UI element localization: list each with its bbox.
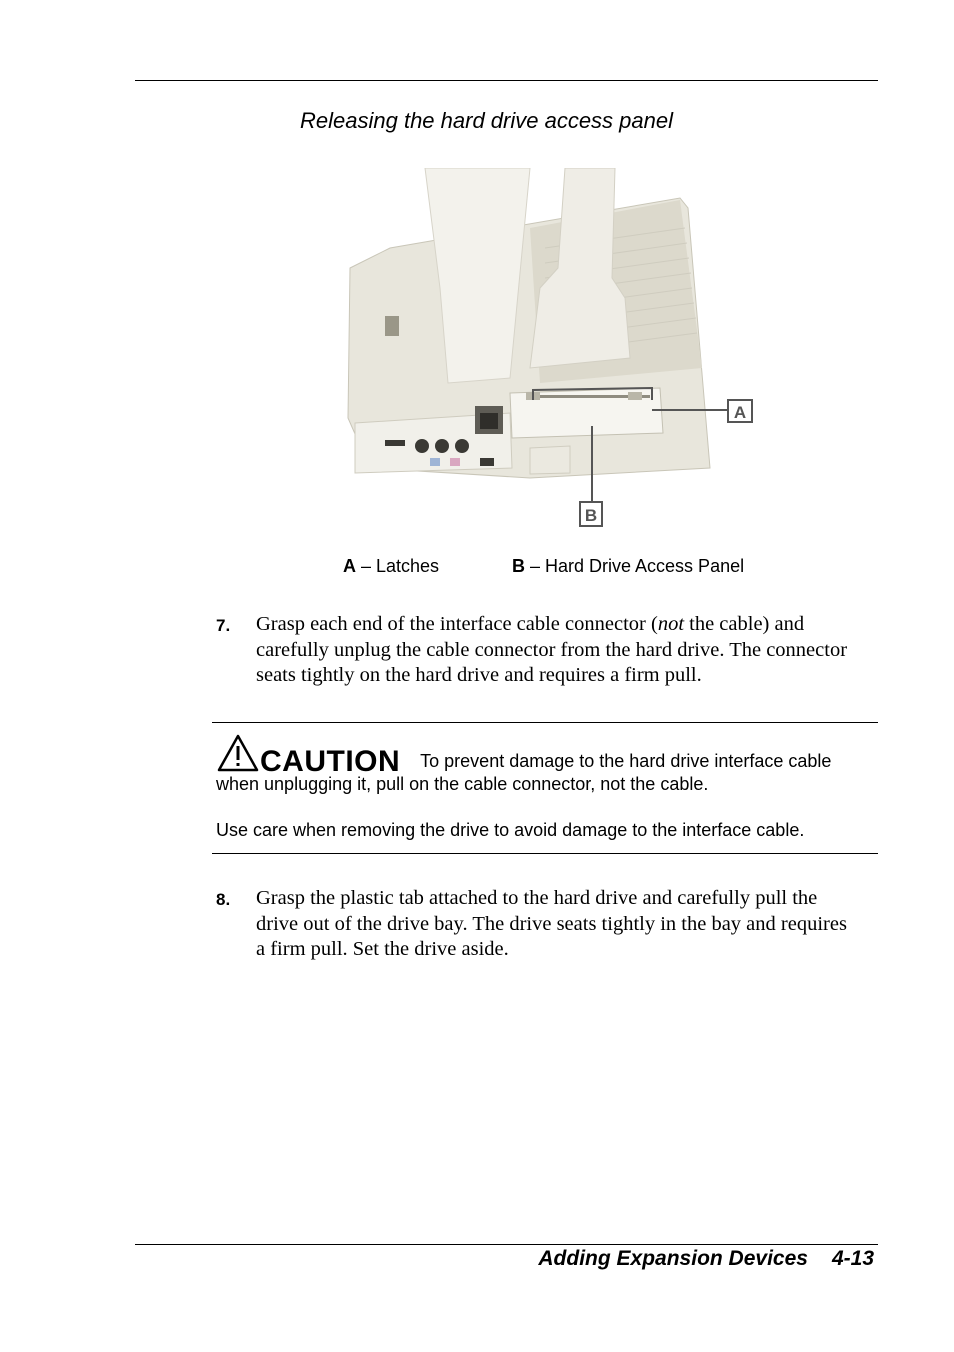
figure-title: Releasing the hard drive access panel bbox=[300, 108, 674, 133]
footer-section-title: Adding Expansion Devices bbox=[538, 1247, 808, 1270]
caution-heading bbox=[216, 733, 401, 778]
legend-b bbox=[512, 556, 744, 577]
computer-rear-illustration bbox=[330, 168, 770, 538]
page-footer bbox=[538, 1247, 874, 1271]
caution-text-1: To prevent damage to the hard drive interface cable when unplugging it, pull on the cable connector, not the cable. bbox=[216, 751, 832, 794]
legend-b-text: – Hard Drive Access Panel bbox=[525, 556, 745, 576]
legend-a bbox=[343, 556, 439, 577]
footer-rule bbox=[135, 1244, 878, 1245]
caution-box bbox=[216, 733, 876, 842]
side-vent bbox=[385, 316, 399, 336]
step-7 bbox=[216, 612, 856, 689]
audio-jack-2 bbox=[435, 439, 449, 453]
caution-top-rule bbox=[212, 722, 878, 723]
caution-bottom-rule bbox=[212, 853, 878, 854]
step-number: 7. bbox=[216, 616, 231, 635]
header-rule bbox=[135, 80, 878, 81]
callout-b-label: B bbox=[584, 506, 598, 525]
page-number: 4-13 bbox=[831, 1247, 874, 1270]
step-number: 8. bbox=[216, 890, 231, 909]
audio-jack-3 bbox=[455, 439, 469, 453]
caution-paragraph-2: Use care when removing the drive to avoid damage to the interface cable. bbox=[216, 820, 805, 840]
step-text: Grasp the plastic tab attached to the hard drive and carefully pull the drive out of the drive bay. The drive seats tightly in the bay and requires a firm pull. Set the drive aside. bbox=[256, 887, 847, 960]
slot-port bbox=[385, 440, 405, 446]
caution-paragraph-1 bbox=[216, 733, 876, 796]
latch-right bbox=[628, 392, 642, 400]
step-emphasis: not bbox=[657, 613, 685, 635]
step-text: Grasp each end of the interface cable connector (not the cable) and carefully unplug the cable connector from the hard drive. The connector seats tightly on the hard drive and requires a firm pull. bbox=[256, 613, 848, 686]
legend-a-text: – Latches bbox=[356, 556, 440, 576]
legend-a-key: A bbox=[343, 556, 356, 576]
audio-jack-1 bbox=[415, 439, 429, 453]
legend-b-key: B bbox=[512, 556, 525, 576]
callout-a-label: A bbox=[733, 403, 747, 422]
warning-triangle-icon bbox=[216, 733, 260, 773]
step-8 bbox=[216, 886, 856, 963]
caution-label: CAUTION bbox=[260, 745, 401, 778]
